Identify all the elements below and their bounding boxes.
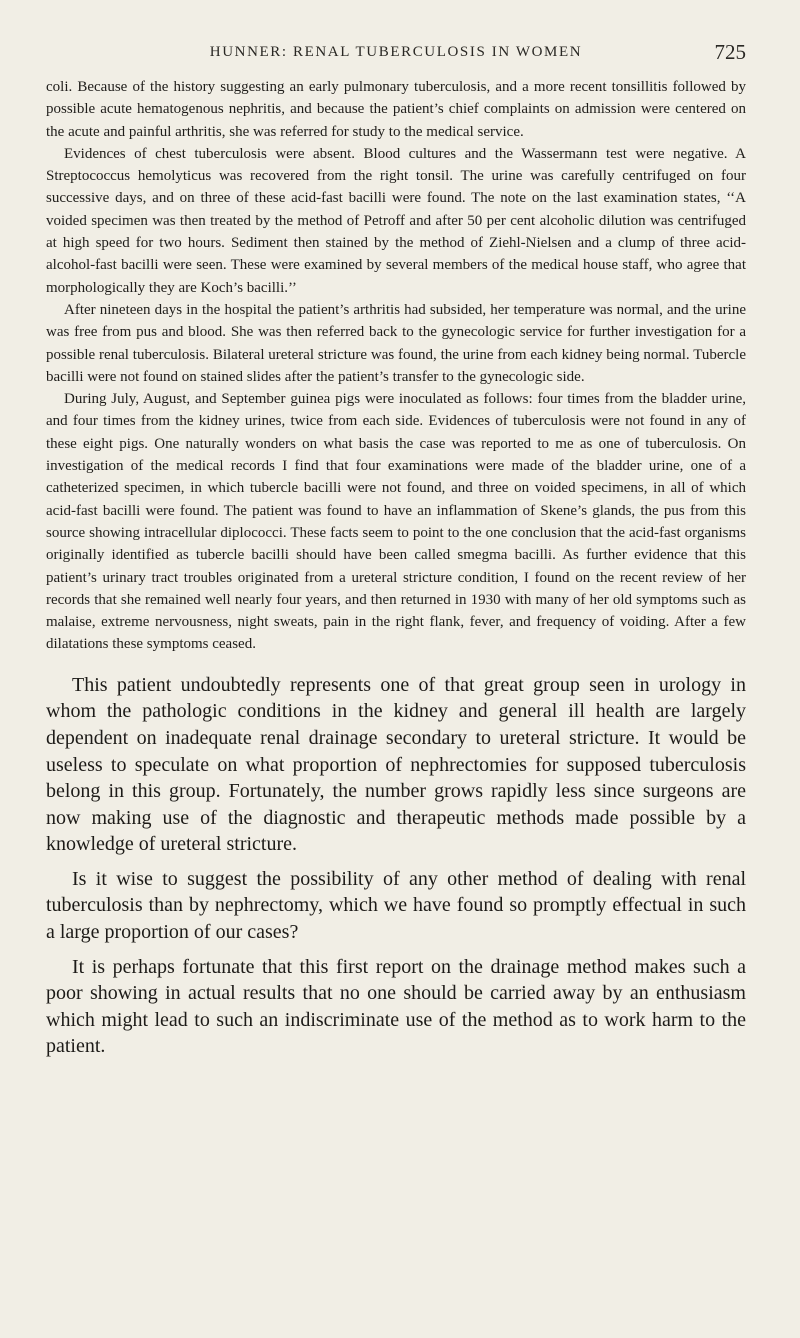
discussion-section (46, 672, 746, 1060)
journal-page (46, 36, 746, 1060)
page-number: 725 (714, 40, 746, 64)
paragraph-guinea-pigs: During July, August, and September guinea pigs were inoculated as follows: four times from the bladder urine, and four times from the kidney urines, twice from each side. Evidences of tuberculosis were not found in any of these eight pigs. One naturally wonders on what basis the case was reported to me as one of tuberculosis. On investigation of the medical records I find that four examinations were made of the bladder urine, one of a catheterized specimen, in which tubercle bacilli were not found, and three on voided specimens, in all of which acid-fast bacilli were found. The patient was found to have an inflammation of Skene’s glands, the pus from this source showing intracellular diplococci. These facts seem to point to the one conclusion that the acid-fast organisms originally identified as tubercle bacilli should have been called smegma bacilli. As further evidence that this patient’s urinary tract troubles originated from a ureteral stricture condition, I found on the recent review of her records that she remained well nearly four years, and then returned in 1930 with many of her old symptoms such as malaise, extreme nervousness, night sweats, pain in the right flank, fever, and frequency of voiding. After a few dilatations these symptoms ceased. (46, 391, 746, 653)
case-report-section (46, 76, 746, 656)
paragraph-drainage-method: It is perhaps fortunate that this first report on the drainage method makes such a poor showing in actual results that no one should be carried away by an enthusiasm which might lead to such an indiscriminate use of the method as to work harm to the patient. (46, 955, 746, 1058)
paragraph-evidences: Evidences of chest tuberculosis were absent. Blood cultures and the Wassermann test were negative. A Streptococcus hemolyticus was recovered from the right tonsil. The urine was carefully centrifuged on four successive days, and on three of these acid-fast bacilli were found. The note on the last examination states, ‘‘A voided specimen was then treated by the method of Petroff and after 50 per cent alcoholic dilution was centrifuged at high speed for two hours. Sediment then stained by the method of Ziehl-Nielsen and a clump of three acid-alcohol-fast bacilli were seen. These were examined by several members of the medical house staff, who agree that morphologically they are Koch’s bacilli.’’ (46, 145, 746, 296)
paragraph-other-method: Is it wise to suggest the possibility of any other method of dealing with renal tuberculosis than by nephrectomy, which we have found so promptly effectual in such a large proportion of our cases? (46, 867, 746, 944)
page-header (46, 36, 746, 76)
paragraph-hospital-stay: After nineteen days in the hospital the patient’s arthritis had subsided, her temperature was normal, and the urine was free from pus and blood. She was then referred back to the gynecologic service for further investigation for a possible renal tuberculosis. Bilateral ureteral stricture was found, the urine from each kidney being normal. Tubercle bacilli were not found on stained slides after the patient’s transfer to the gynecologic side. (46, 301, 746, 385)
paragraph-ureteral-stricture: This patient undoubtedly represents one of that great group seen in urology in whom the pathologic conditions in the kidney and general ill health are largely dependent on inadequate renal drainage secondary to ureteral stricture. It would be useless to speculate on what proportion of nephrectomies for supposed tuberculosis belong in this group. Fortunately, the number grows rapidly less since surgeons are now making use of the diagnostic and therapeutic methods made possible by a knowledge of ureteral stricture. (46, 673, 746, 856)
running-head: HUNNER: RENAL TUBERCULOSIS IN WOMEN (209, 44, 583, 60)
paragraph-case-continued: coli. Because of the history suggesting an early pulmonary tuberculosis, and a more recent tonsillitis followed by possible acute hematogenous nephritis, and because the patient’s chief complaints on admission were centered on the acute and painful arthritis, she was referred for study to the medical service. (46, 79, 746, 140)
